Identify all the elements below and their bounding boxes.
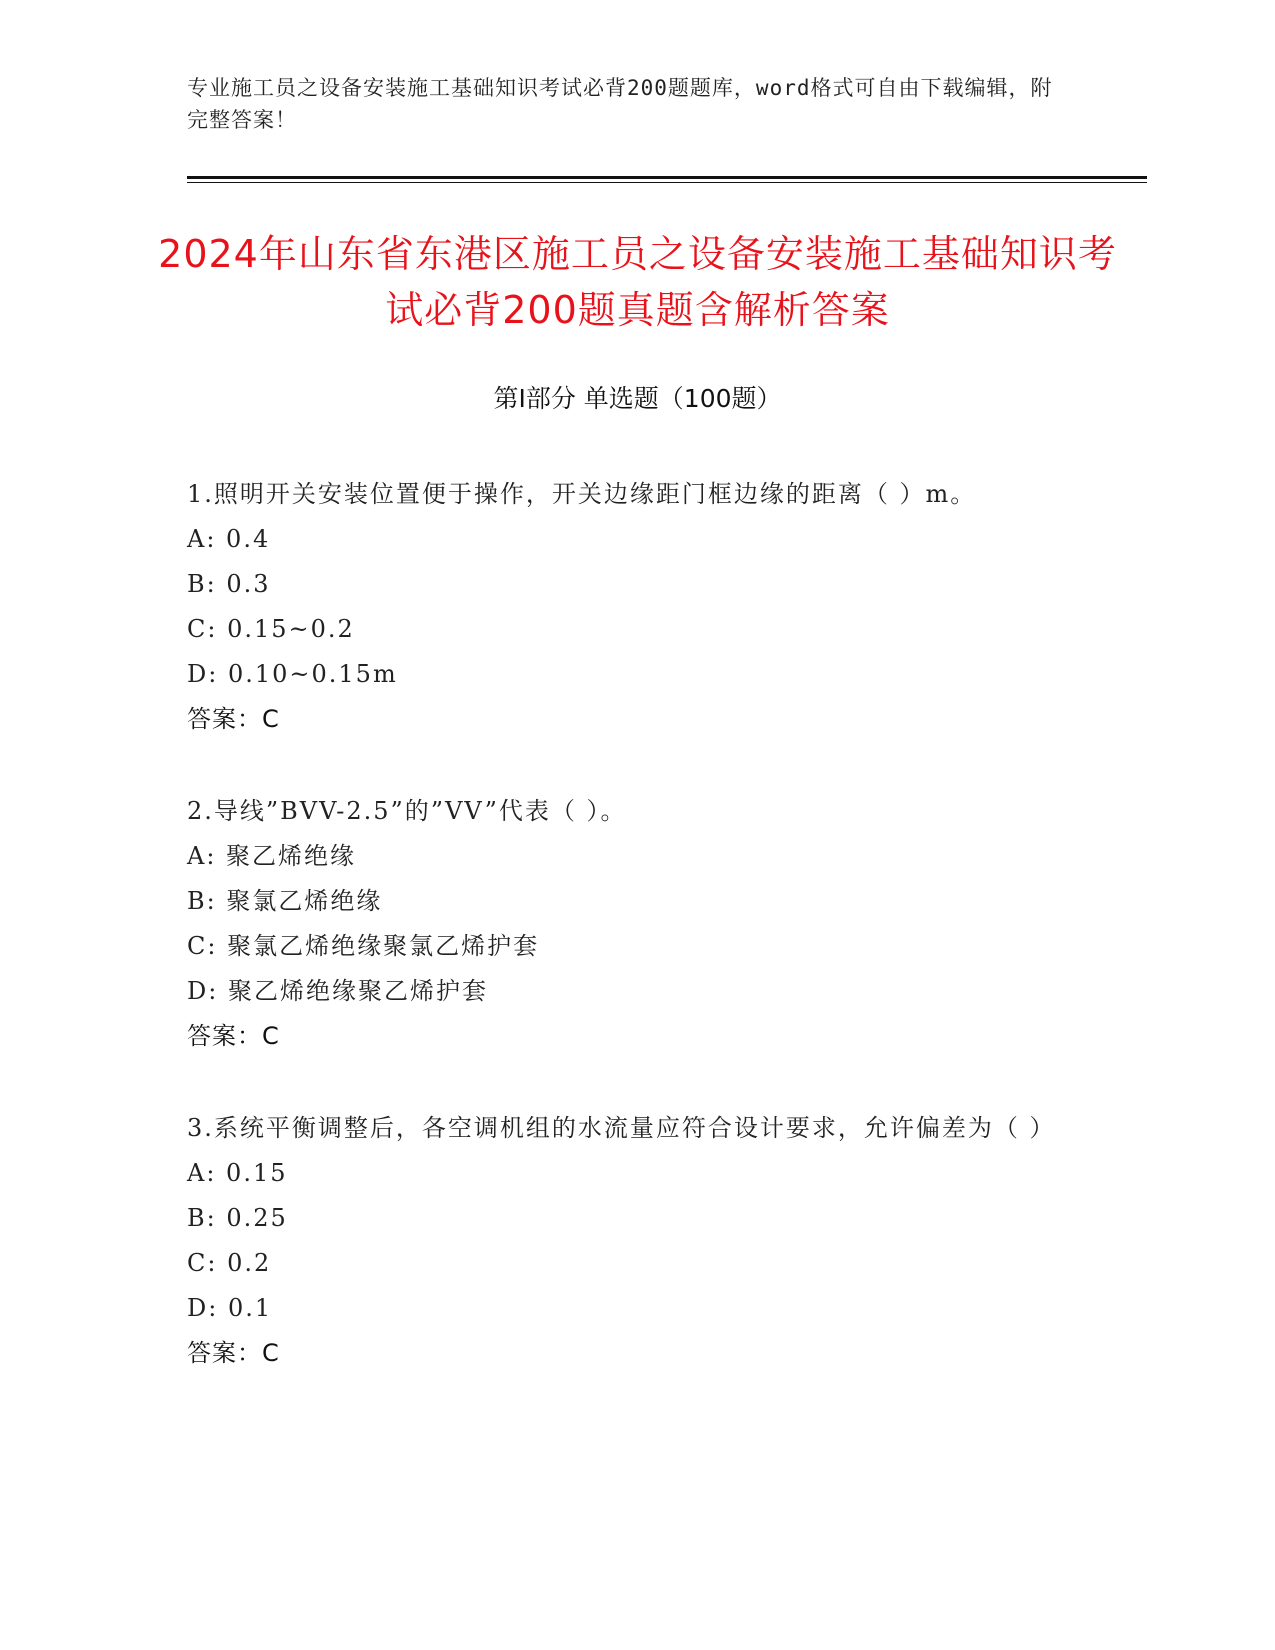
document-title: 2024年山东省东港区施工员之设备安装施工基础知识考试必背200题真题含解析答案 xyxy=(158,232,1117,332)
option-d: D: 聚乙烯绝缘聚乙烯护套 xyxy=(187,977,488,1005)
question-stem: 2.导线”BVV-2.5”的”VV”代表（ ）。 xyxy=(187,797,627,825)
option-b: B: 0.25 xyxy=(187,1204,288,1232)
question-1 xyxy=(187,472,1067,742)
option-d: D: 0.1 xyxy=(187,1294,273,1322)
question-3 xyxy=(187,1106,1067,1376)
header-note: 专业施工员之设备安装施工基础知识考试必背200题题库，word格式可自由下载编辑，附完整答案！ xyxy=(187,76,1053,132)
question-stem: 1.照明开关安装位置便于操作，开关边缘距门框边缘的距离（ ）m。 xyxy=(187,480,977,508)
option-c: C: 0.2 xyxy=(187,1249,272,1277)
header-divider-thin xyxy=(187,182,1147,183)
option-b: B: 0.3 xyxy=(187,570,271,598)
answer: 答案：C xyxy=(187,705,280,733)
option-b: B: 聚氯乙烯绝缘 xyxy=(187,887,383,915)
option-c: C: 0.15~0.2 xyxy=(187,615,355,643)
question-stem: 3.系统平衡调整后，各空调机组的水流量应符合设计要求，允许偏差为（ ） xyxy=(187,1114,1056,1142)
option-a: A: 0.4 xyxy=(187,525,271,553)
answer: 答案：C xyxy=(187,1022,280,1050)
option-c: C: 聚氯乙烯绝缘聚氯乙烯护套 xyxy=(187,932,540,960)
option-a: A: 聚乙烯绝缘 xyxy=(187,842,357,870)
option-a: A: 0.15 xyxy=(187,1159,288,1187)
answer: 答案：C xyxy=(187,1339,280,1367)
question-2 xyxy=(187,789,1067,1059)
header-divider-thick xyxy=(187,176,1147,179)
section-title: 第Ⅰ部分 单选题（100题） xyxy=(493,384,782,413)
option-d: D: 0.10~0.15m xyxy=(187,660,398,688)
